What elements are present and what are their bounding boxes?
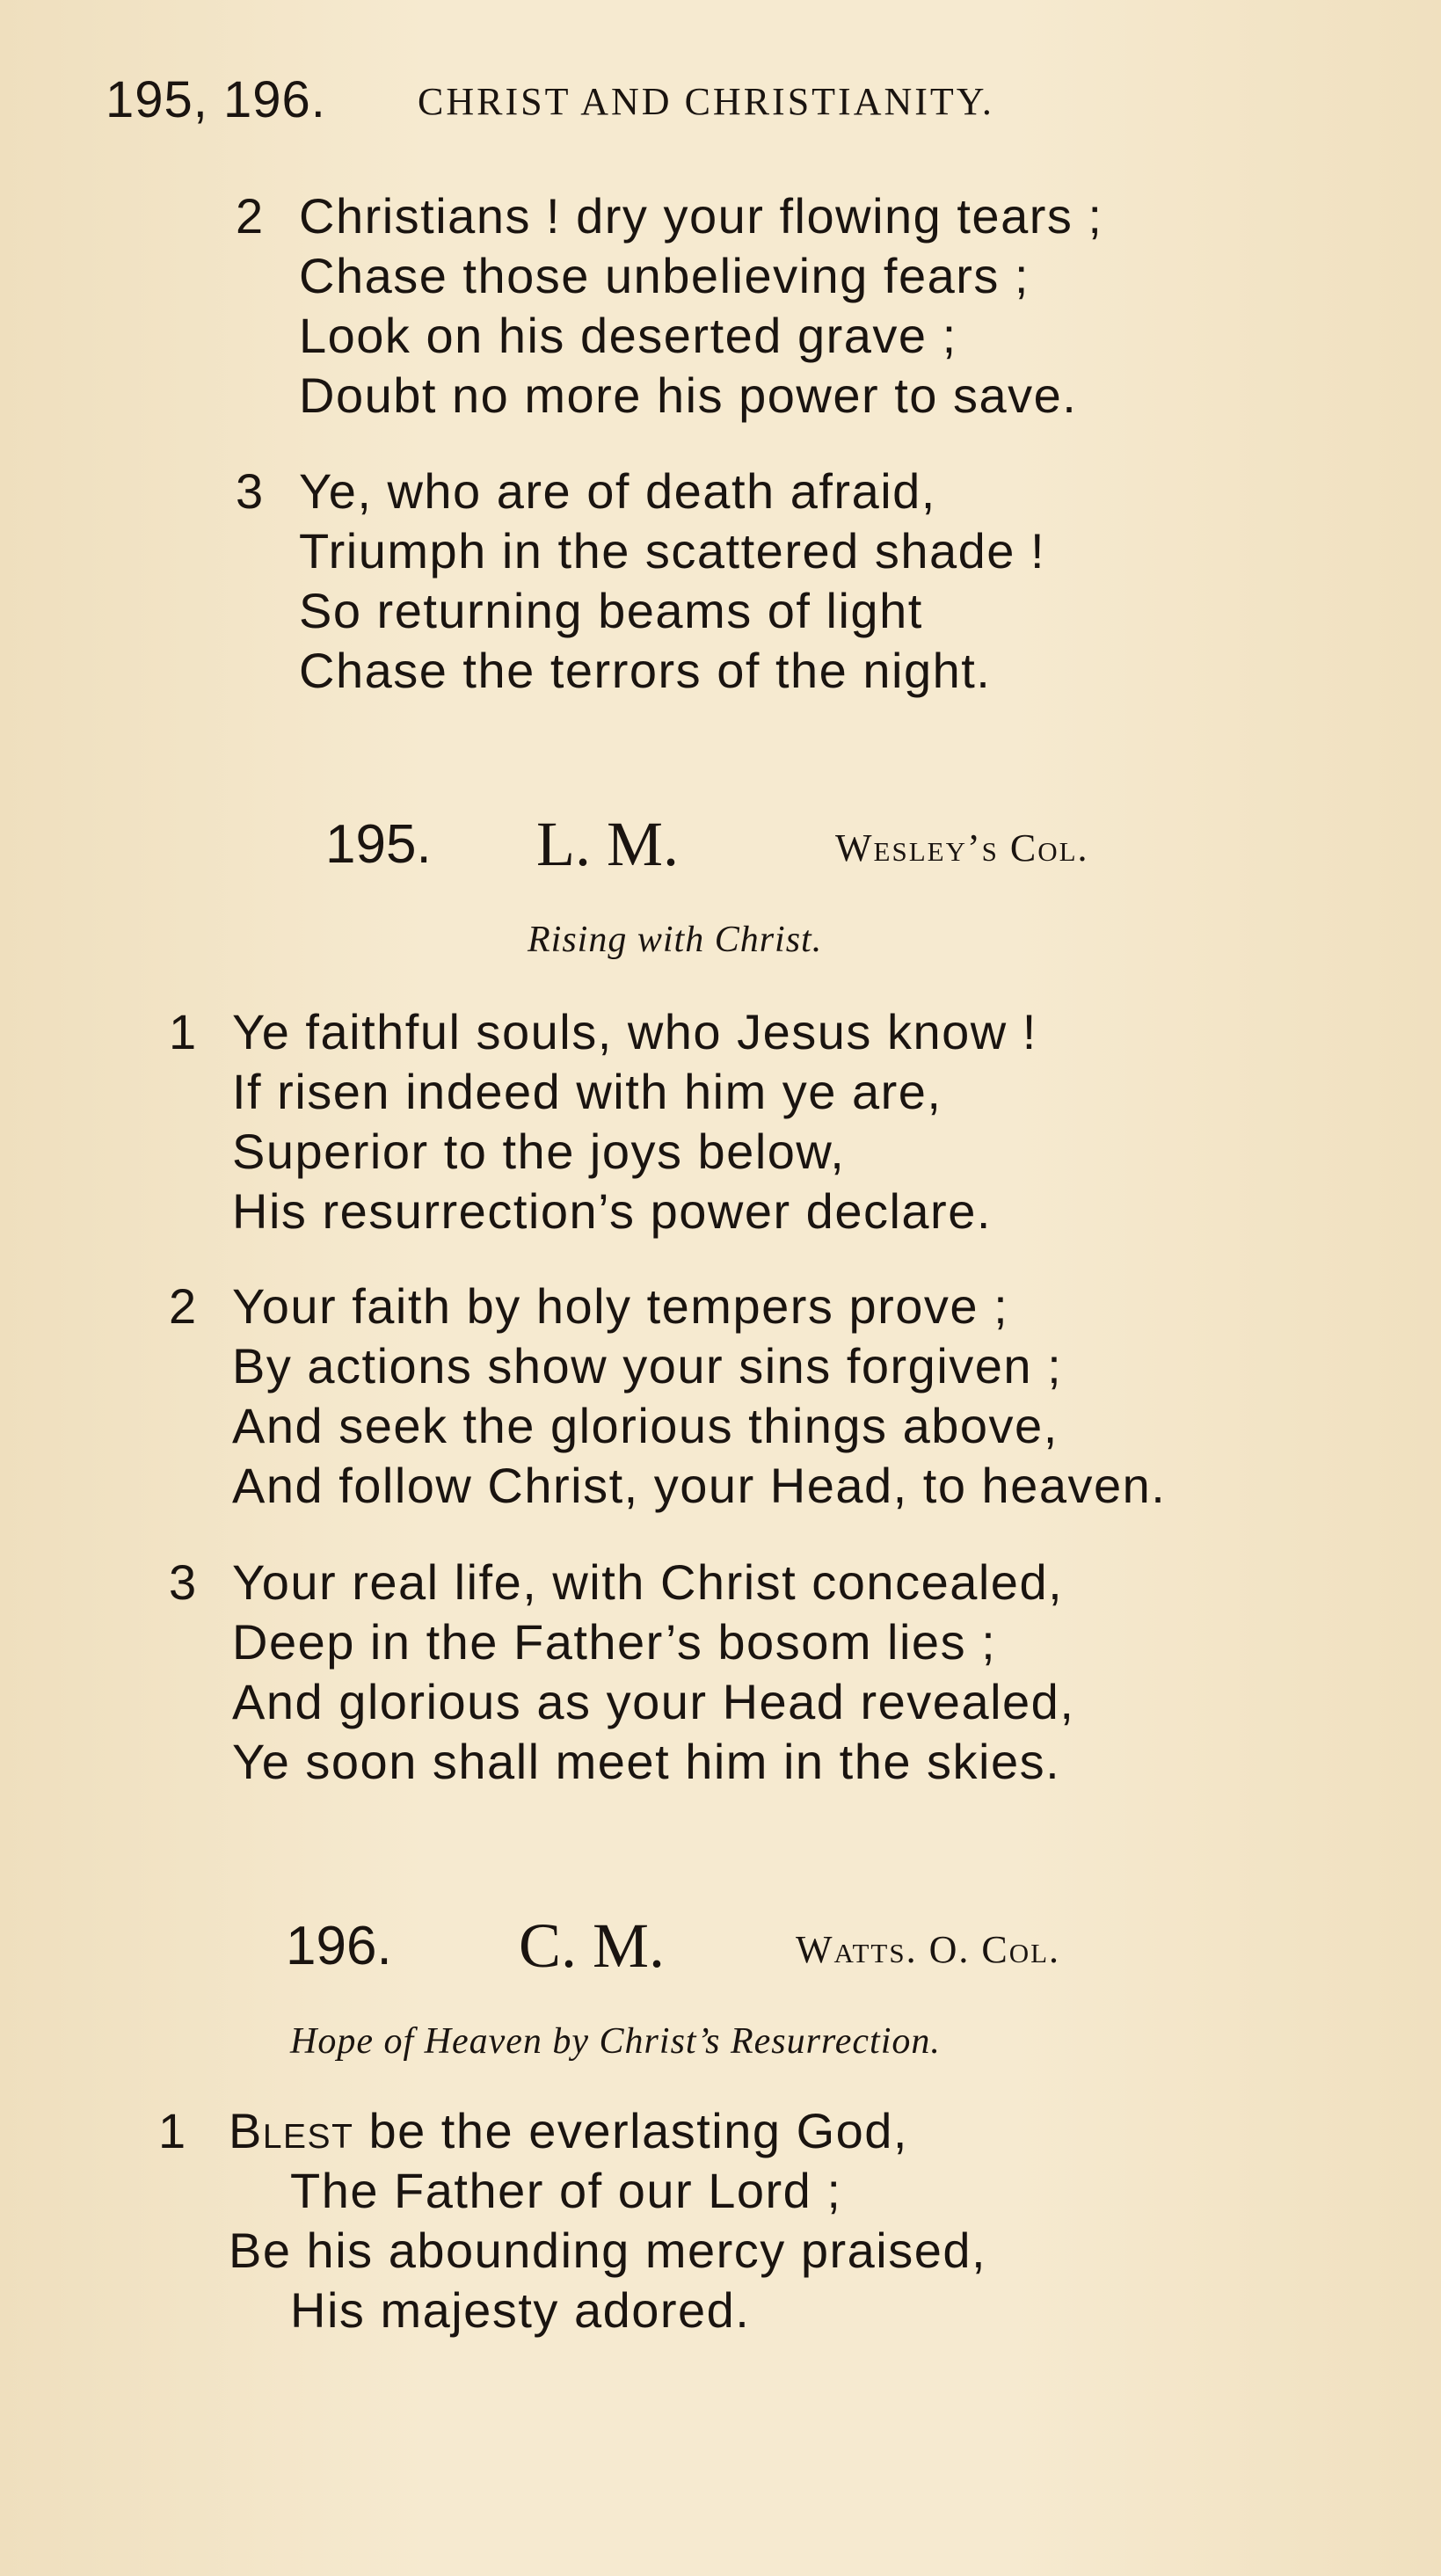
stanza-line: And seek the glorious things above,: [232, 1398, 1059, 1453]
stanza-number: 3: [169, 1554, 198, 1610]
stanza-line: [229, 2101, 1389, 2161]
hymn-195-subtitle: Rising with Christ.: [528, 920, 823, 960]
continued-stanza-3: [236, 462, 1379, 701]
hymn-196-stanza-1: [158, 2101, 1389, 2340]
page-numbers: 195, 196.: [106, 71, 326, 128]
stanza-line: His majesty adored.: [290, 2282, 751, 2338]
running-head: [106, 70, 1073, 132]
stanza-line: By actions show your sins forgiven ;: [232, 1338, 1063, 1394]
stanza-number: 1: [169, 1004, 198, 1059]
stanza-line: Doubt no more his power to save.: [299, 367, 1078, 423]
stanza-line: [232, 1002, 1400, 1062]
hymn-195-heading: [325, 809, 1380, 884]
hymn-196-subtitle: Hope of Heaven by Christ’s Resurrection.: [290, 2021, 941, 2062]
hymn-number: 196.: [286, 1916, 392, 1976]
stanza-line: Chase the terrors of the night.: [299, 643, 992, 698]
hymn-195-stanza-3: [169, 1553, 1400, 1792]
stanza-number: 2: [236, 188, 265, 244]
stanza-number: 2: [169, 1278, 198, 1334]
stanza-line: Superior to the joys below,: [232, 1124, 846, 1179]
stanza-line: Ye, who are of death afraid,: [299, 463, 936, 519]
stanza-line: Deep in the Father’s bosom lies ;: [232, 1614, 997, 1670]
stanza-line: If risen indeed with him ye are,: [232, 1064, 942, 1119]
stanza-line: His resurrection’s power declare.: [232, 1183, 992, 1239]
hymn-meter: C. M.: [519, 1910, 666, 1981]
hymn-195-stanza-2: [169, 1277, 1417, 1516]
stanza-line: The Father of our Lord ;: [290, 2163, 842, 2218]
hymn-number: 195.: [325, 814, 432, 875]
stanza-number: 3: [236, 463, 265, 519]
continued-stanza-2: [236, 186, 1379, 426]
hymn-source: Watts. O. Col.: [796, 1928, 1061, 1971]
stanza-line: So returning beams of light: [299, 583, 923, 638]
first-word: Blest: [229, 2103, 354, 2158]
stanza-line: Christians ! dry your flowing tears ;: [299, 188, 1103, 244]
hymn-meter: L. M.: [536, 809, 679, 879]
stanza-line: Be his abounding mercy praised,: [229, 2223, 987, 2278]
stanza-line: Look on his deserted grave ;: [299, 308, 957, 363]
stanza-line: Your real life, with Christ concealed,: [232, 1554, 1064, 1610]
first-line-rest: faithful souls, who Jesus know !: [290, 1004, 1037, 1059]
section-title: CHRIST AND CHRISTIANITY.: [418, 80, 994, 123]
hymn-196-heading: [286, 1910, 1341, 1985]
stanza-line: Your faith by holy tempers prove ;: [232, 1278, 1009, 1334]
stanza-line: Chase those unbelieving fears ;: [299, 248, 1030, 303]
stanza-line: And glorious as your Head revealed,: [232, 1674, 1075, 1729]
first-line-rest: be the everlasting God,: [353, 2103, 908, 2158]
hymn-source: Wesley’s Col.: [835, 826, 1089, 870]
stanza-line: Ye soon shall meet him in the skies.: [232, 1734, 1061, 1789]
hymn-195-stanza-1: [169, 1002, 1400, 1241]
stanza-line: And follow Christ, your Head, to heaven.: [232, 1458, 1167, 1513]
stanza-line: Triumph in the scattered shade !: [299, 523, 1046, 579]
first-word: Ye: [232, 1004, 291, 1059]
stanza-number: 1: [158, 2103, 187, 2158]
